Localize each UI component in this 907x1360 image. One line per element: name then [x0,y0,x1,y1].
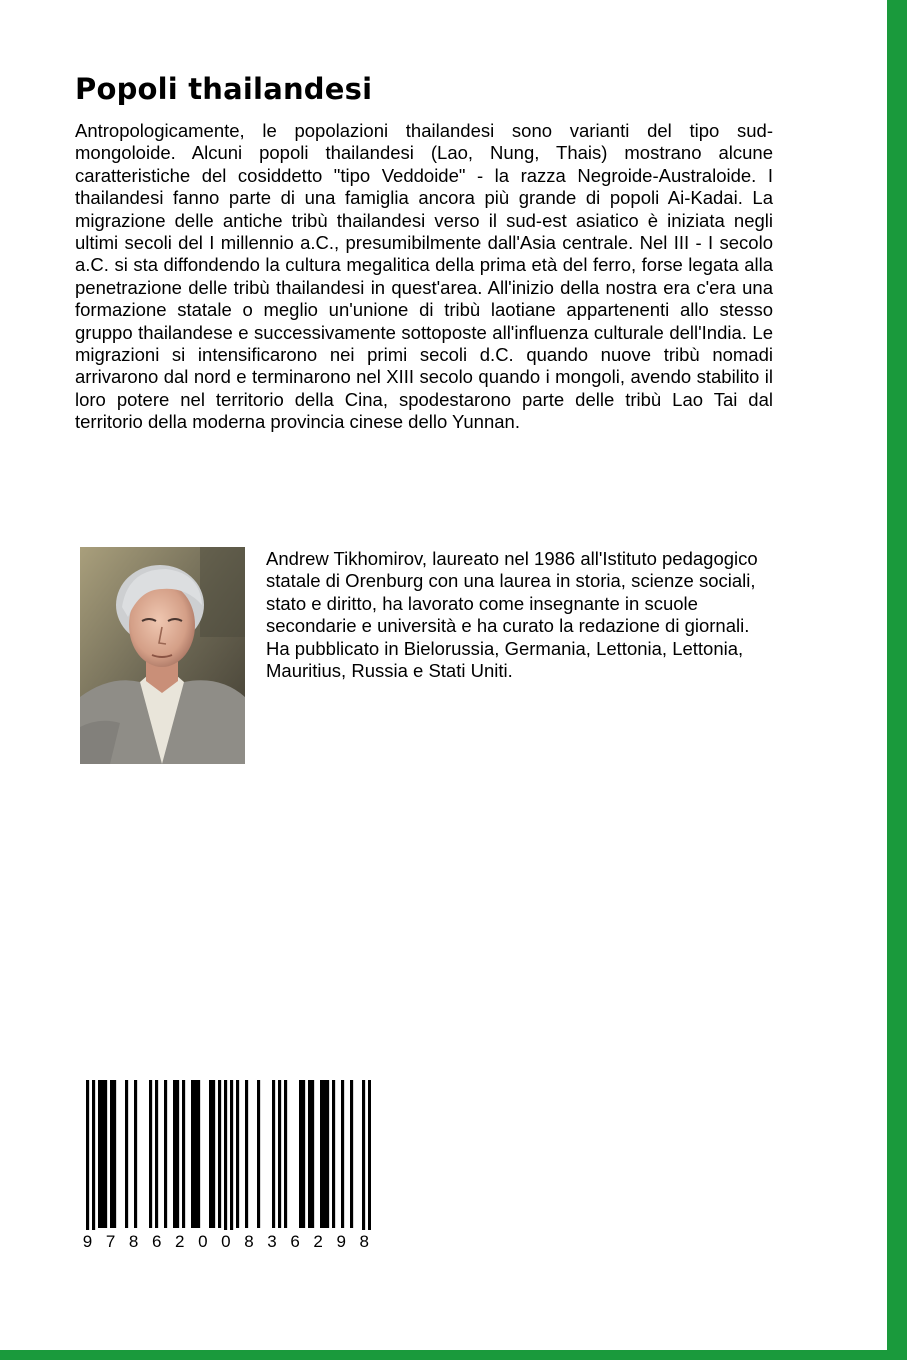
page-title: Popoli thailandesi [75,72,373,106]
barcode-digits [76,1230,376,1254]
barcode-bar [323,1080,326,1228]
barcode-bar [320,1080,323,1228]
barcode-bar [197,1080,200,1228]
green-border-bottom [0,1350,907,1360]
barcode-bar [236,1080,239,1228]
barcode-bar [98,1080,101,1228]
green-border-right [887,0,907,1360]
barcode-bar [308,1080,311,1228]
barcode-digit: 0 [214,1230,237,1254]
barcode-bar [224,1080,227,1240]
barcode-bar [209,1080,212,1228]
barcode-digit: 7 [99,1230,122,1254]
barcode-bar [101,1080,104,1228]
barcode-bar [173,1080,176,1228]
barcode-bar [311,1080,314,1228]
barcode-bar [155,1080,158,1228]
barcode-bar [230,1080,233,1240]
barcode-bars [86,1080,371,1240]
barcode-digit: 8 [353,1230,376,1254]
author-photo [80,547,245,764]
barcode-bar [176,1080,179,1228]
barcode-bar [134,1080,137,1228]
barcode-bar [125,1080,128,1228]
barcode-bar [350,1080,353,1228]
barcode-bar [326,1080,329,1228]
barcode-digit: 0 [191,1230,214,1254]
barcode-bar [164,1080,167,1228]
barcode-bar [299,1080,302,1228]
barcode-bar [92,1080,95,1240]
barcode-digit: 8 [122,1230,145,1254]
barcode-bar [218,1080,221,1228]
barcode-digit: 9 [330,1230,353,1254]
barcode-digit: 9 [76,1230,99,1254]
barcode-bar [362,1080,365,1240]
barcode-bar [272,1080,275,1228]
barcode-bar [86,1080,89,1240]
barcode-bar [113,1080,116,1228]
body-paragraph: Antropologicamente, le popolazioni thailandesi sono varianti del tipo sud-mongoloide. Alcuni popoli thailandesi (Lao, Nung, Thais) mostrano alcune caratteristiche del cosiddetto "tipo Veddoide" - la razza Negroide-Australoide. I thailandesi fanno parte di una famiglia ancora più grande di popoli Ai-Kadai. La migrazione delle antiche tribù thailandesi verso il sud-est asiatico è iniziata negli ultimi secoli del I millennio a.C., presumibilmente dall'Asia centrale. Nel III - I secolo a.C. si sta diffondendo la cultura megalitica della prima età del ferro, forse legata alla penetrazione delle tribù thailandesi in quest'area. All'inizio della nostra era c'era una formazione statale o meglio un'unione di tribù laotiane appartenenti allo stesso gruppo thailandese e successivamente sottoposte all'influenza culturale dell'India. Le migrazioni si intensificarono nei primi secoli d.C. quando nuove tribù nomadi arrivarono dal nord e terminarono nel XIII secolo quando i mongoli, avendo stabilito il loro potere nel territorio della Cina, spodestarono parte delle tribù Lao Tai dal territorio della moderna provincia cinese dello Yunnan. [75,120,773,433]
barcode-digit: 8 [237,1230,260,1254]
barcode-bar [284,1080,287,1228]
barcode [76,1080,376,1260]
barcode-bar [110,1080,113,1228]
barcode-digit: 3 [261,1230,284,1254]
barcode-bar [332,1080,335,1228]
barcode-bar [182,1080,185,1228]
barcode-digit: 2 [168,1230,191,1254]
barcode-digit: 6 [145,1230,168,1254]
barcode-bar [302,1080,305,1228]
author-bio: Andrew Tikhomirov, laureato nel 1986 all'Istituto pedagogico statale di Orenburg con una laurea in storia, scienze sociali, stato e diritto, ha lavorato come insegnante in scuole secondarie e università e ha curato la redazione di giornali. Ha pubblicato in Bielorussia, Germania, Lettonia, Lettonia, Mauritius, Russia e Stati Uniti. [266,548,758,682]
barcode-bar [341,1080,344,1228]
barcode-bar [212,1080,215,1228]
barcode-bar [278,1080,281,1228]
barcode-digit: 6 [284,1230,307,1254]
barcode-bar [191,1080,194,1228]
barcode-bar [149,1080,152,1228]
barcode-bar [368,1080,371,1240]
barcode-bar [257,1080,260,1228]
barcode-bar [245,1080,248,1228]
barcode-bar [104,1080,107,1228]
barcode-bar [194,1080,197,1228]
barcode-digit: 2 [307,1230,330,1254]
